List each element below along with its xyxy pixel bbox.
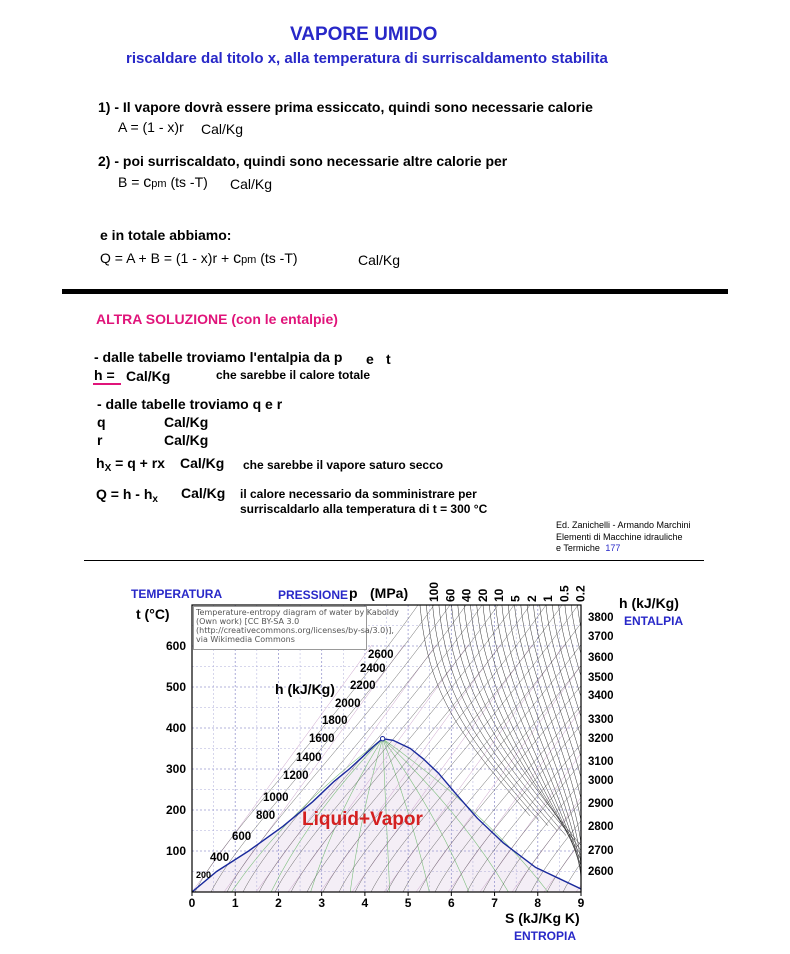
- enthalpy-left-label: 2000: [335, 698, 361, 710]
- alt-line2: - dalle tabelle troviamo q e r: [97, 396, 283, 412]
- step2-unit: Cal/Kg: [230, 176, 273, 192]
- alt-line1-e: e: [366, 351, 374, 367]
- h-unit: Cal/Kg: [126, 368, 171, 384]
- pressure-unit: (MPa): [370, 585, 409, 601]
- hx-note: che sarebbe il vapore saturo secco: [243, 458, 444, 472]
- entropy-axis-label: S (kJ/Kg K): [505, 910, 580, 926]
- enthalpy-left-label: 2400: [360, 663, 386, 675]
- y-tick-label: 600: [165, 639, 186, 653]
- entropy-title: ENTROPIA: [514, 929, 577, 943]
- enthalpy-right-label: 3800: [588, 612, 614, 624]
- x-tick-label: 7: [491, 896, 498, 910]
- x-tick-label: 6: [447, 896, 455, 910]
- enthalpy-right-label: 3100: [588, 756, 614, 768]
- pressure-label: 40: [459, 588, 474, 602]
- pressure-label: 5: [508, 595, 523, 602]
- y-tick-label: 300: [165, 762, 186, 776]
- Q-sub: x: [152, 494, 158, 505]
- enthalpy-right-label: 3000: [588, 775, 614, 787]
- x-tick-label: 0: [188, 896, 196, 910]
- reference-page: 177: [605, 543, 621, 553]
- pressure-label: 1: [541, 595, 556, 602]
- Q-note2: surriscaldarlo alla temperatura di t = 300 °C: [240, 502, 488, 516]
- pressure-label: 60: [443, 588, 458, 602]
- critical-point: [380, 736, 384, 740]
- total-cp-sub: pm: [241, 254, 257, 266]
- enthalpy-title: ENTALPIA: [624, 614, 684, 628]
- y-tick-label: 200: [165, 803, 186, 817]
- pressure-title: PRESSIONE: [278, 588, 349, 602]
- total-rest: (ts -T): [260, 250, 298, 266]
- step1-unit: Cal/Kg: [201, 121, 244, 137]
- pressure-label: 2: [524, 595, 539, 602]
- enthalpy-right-label: 3300: [588, 714, 614, 726]
- enthalpy-left-label: 1200: [283, 770, 309, 782]
- enthalpy-left-label: 600: [232, 831, 252, 843]
- hx-rest: = q + rx: [111, 455, 165, 471]
- total-mid: (1 - x)r +: [175, 250, 234, 266]
- enthalpy-left-label: 1400: [296, 752, 322, 764]
- temperature-title: TEMPERATURA: [131, 587, 223, 601]
- density-line: [608, 645, 788, 892]
- y-tick-label: 400: [165, 721, 186, 735]
- enthalpy-left-label: 2200: [350, 680, 376, 692]
- enthalpy-right-label: 2900: [588, 798, 614, 810]
- hx-sub: X: [104, 463, 112, 474]
- enthalpy-left-label: 1800: [322, 715, 348, 727]
- density-line: [544, 645, 724, 892]
- enthalpy-right-label: 3200: [588, 733, 614, 745]
- step2-cp-sub: pm: [151, 178, 167, 190]
- step1-formula: A = (1 - x)r: [118, 119, 184, 135]
- y-tick-label: 100: [165, 844, 186, 858]
- enthalpy-right-label: 3400: [588, 690, 614, 702]
- x-tick-label: 4: [361, 896, 369, 910]
- enthalpy-right-label: 2600: [588, 866, 614, 878]
- r-label: r: [97, 432, 103, 448]
- x-tick-label: 8: [534, 896, 542, 910]
- enthalpy-left-label: 400: [210, 852, 230, 864]
- Q-note1: il calore necessario da somministrare per: [240, 487, 477, 501]
- credit-box: [193, 606, 399, 650]
- x-tick-label: 1: [231, 896, 239, 910]
- r-unit: Cal/Kg: [164, 432, 209, 448]
- step1-text: 1) - Il vapore dovrà essere prima essiccato, quindi sono necessarie calorie: [98, 99, 593, 115]
- page-title: VAPORE UMIDO: [290, 24, 438, 45]
- h-note: che sarebbe il calore totale: [216, 368, 371, 382]
- alt-heading: ALTRA SOLUZIONE (con le entalpie): [96, 311, 338, 327]
- enthalpy-left-label: 1000: [263, 792, 289, 804]
- q-unit: Cal/Kg: [164, 414, 209, 430]
- pressure-label: 10: [492, 588, 507, 602]
- step2-rest: (ts -T): [170, 174, 208, 190]
- x-tick-label: 2: [275, 896, 282, 910]
- hx-unit: Cal/Kg: [180, 455, 225, 471]
- temperature-axis-label: t (°C): [136, 606, 170, 622]
- q-label: q: [97, 414, 106, 430]
- alt-line1: - dalle tabelle troviamo l'entalpia da p: [94, 349, 343, 365]
- enthalpy-left-label: 200: [196, 870, 212, 880]
- pressure-line: [452, 605, 576, 840]
- x-tick-label: 3: [318, 896, 326, 910]
- h-label: h =: [94, 367, 115, 383]
- Q-unit: Cal/Kg: [181, 485, 226, 501]
- enthalpy-right-label: 2800: [588, 821, 614, 833]
- pressure-label: 20: [475, 588, 490, 602]
- step2-lhs: B =: [118, 174, 144, 190]
- enthalpy-right-label: 3500: [588, 672, 614, 684]
- reference-line1: Ed. Zanichelli - Armando Marchini: [556, 520, 691, 530]
- pressure-label: 0.2: [573, 585, 588, 602]
- reference-line2: Elementi di Macchine idrauliche: [556, 532, 683, 542]
- pressure-line: [489, 605, 581, 870]
- step2-text: 2) - poi surriscaldato, quindi sono necessarie altre calorie per: [98, 153, 508, 169]
- enthalpy-left-label: 2600: [368, 649, 394, 661]
- pressure-label: 100: [427, 581, 441, 602]
- reference-line3-text: e Termiche: [556, 543, 600, 553]
- y-tick-label: 500: [165, 680, 186, 694]
- total-lhs: Q = A + B =: [100, 250, 176, 266]
- pressure-line: [508, 605, 581, 885]
- enthalpy-right-label: 3700: [588, 631, 614, 643]
- hx-h: h: [96, 455, 105, 471]
- x-tick-label: 5: [404, 896, 412, 910]
- total-cp: c: [233, 250, 242, 267]
- enthalpy-left-label: 1600: [309, 733, 335, 745]
- liquid-vapor-label: Liquid+Vapor: [302, 809, 423, 830]
- pressure-label: 0.5: [557, 585, 572, 602]
- pressure-symbol: p: [349, 585, 358, 601]
- total-unit: Cal/Kg: [358, 252, 401, 268]
- credit-text: Temperature-entropy diagram of water by Kaboldy (Own work) [CC BY-SA 3.0 (http://creativecommons.org/licenses/by-sa/3.0)], via Wikimedia Commons: [196, 608, 399, 644]
- alt-line1-t: t: [386, 351, 391, 367]
- Q-lhs: Q = h - h: [96, 486, 153, 502]
- total-intro: e in totale abbiamo:: [100, 227, 232, 243]
- step2-cp: c: [143, 174, 152, 191]
- enthalpy-right-label: 3600: [588, 652, 614, 664]
- page-subtitle: riscaldare dal titolo x, alla temperatura di surriscaldamento stabilita: [126, 50, 608, 67]
- enthalpy-inner-label: h (kJ/Kg): [275, 681, 335, 697]
- enthalpy-right-label: h (kJ/Kg): [619, 595, 679, 611]
- pressure-line: [470, 605, 581, 855]
- x-tick-label: 9: [577, 896, 585, 910]
- pressure-line: [515, 605, 583, 890]
- enthalpy-right-label: 2700: [588, 845, 614, 857]
- enthalpy-left-label: 800: [256, 810, 276, 822]
